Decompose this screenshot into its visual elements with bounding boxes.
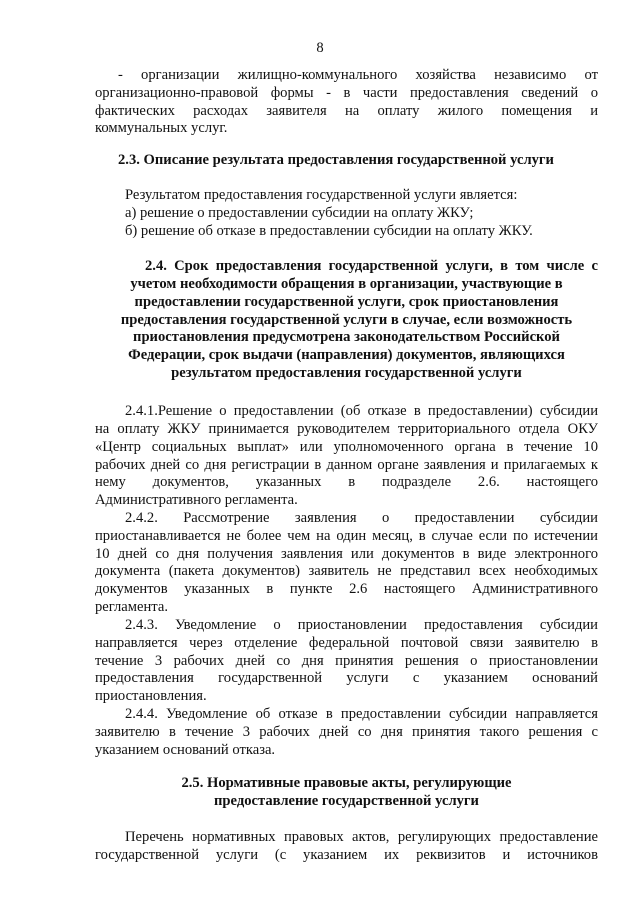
paragraph-2-4-2-line: регламента.: [95, 599, 168, 615]
section-2-3-line: б) решение об отказе в предоставлении субсидии на оплату ЖКУ.: [125, 223, 533, 239]
paragraph-2-4-2-line: документов указанных в пункте 2.6 настоящего Административного: [95, 581, 598, 597]
intro-line: организационно-правовой формы - в части предоставления сведений о: [95, 85, 598, 101]
section-2-5-line: Перечень нормативных правовых актов, регулирующих предоставление: [125, 829, 598, 845]
section-2-4-heading: предоставлении государственной услуги, срок приостановления: [134, 294, 559, 310]
paragraph-2-4-3-line: 2.4.3. Уведомление о приостановлении предоставления субсидии: [125, 617, 598, 633]
section-2-4-heading: учетом необходимости обращения в организации, участвующие в: [130, 276, 563, 292]
section-2-3-heading: 2.3. Описание результата предоставления государственной услуги: [118, 152, 554, 168]
intro-line: - организации жилищно-коммунального хозяйства независимо от: [118, 67, 598, 83]
paragraph-2-4-4-line: указанием оснований отказа.: [95, 742, 276, 758]
paragraph-2-4-2-line: документа (пакета документов) заявитель не представил всех необходимых: [95, 563, 598, 579]
paragraph-2-4-1-line: 2.4.1.Решение о предоставлении (об отказе в предоставлении) субсидии: [125, 403, 598, 419]
paragraph-2-4-3-line: приостановления.: [95, 688, 207, 704]
section-2-3-line: а) решение о предоставлении субсидии на оплату ЖКУ;: [125, 205, 474, 221]
intro-line: коммунальных услуг.: [95, 120, 228, 136]
paragraph-2-4-1-line: нему документов, указанных в подразделе 2.6. настоящего: [95, 474, 598, 490]
section-2-5-line: государственной услуги (с указанием их реквизитов и источников: [95, 847, 598, 863]
section-2-5-heading: предоставление государственной услуги: [214, 793, 479, 809]
paragraph-2-4-3-line: предоставления государственной услуги с указанием оснований: [95, 670, 598, 686]
paragraph-2-4-2-line: 10 дней со дня получения заявления или документов в виде электронного: [95, 546, 598, 562]
section-2-3-line: Результатом предоставления государственной услуги является:: [125, 187, 518, 203]
section-2-4-heading: предоставления государственной услуги в случае, если возможность: [120, 312, 573, 328]
page-number: 8: [316, 40, 324, 56]
paragraph-2-4-1-line: Административного регламента.: [95, 492, 298, 508]
section-2-5-heading: 2.5. Нормативные правовые акты, регулирующие: [181, 775, 512, 791]
paragraph-2-4-4-line: заявителю в течение 3 рабочих дней со дня принятия такого решения с: [95, 724, 598, 740]
section-2-4-heading: 2.4. Срок предоставления государственной услуги, в том числе с: [145, 258, 598, 274]
paragraph-2-4-1-line: на оплату ЖКУ принимается руководителем территориального отдела ОКУ: [95, 421, 598, 437]
paragraph-2-4-2-line: приостанавливается не более чем на один месяц, в случае если по истечении: [95, 528, 598, 544]
paragraph-2-4-4-line: 2.4.4. Уведомление об отказе в предоставлении субсидии направляется: [125, 706, 598, 722]
paragraph-2-4-3-line: направляется через отделение федеральной почтовой связи заявителю в: [95, 635, 598, 651]
section-2-4-heading: Федерации, срок выдачи (направления) документов, являющихся: [128, 347, 565, 363]
paragraph-2-4-2-line: 2.4.2. Рассмотрение заявления о предоставлении субсидии: [125, 510, 598, 526]
intro-line: фактических расходах заявителя на оплату жилого помещения и: [95, 103, 598, 119]
section-2-4-heading: приостановления предусмотрена законодательством Российской: [133, 329, 560, 345]
section-2-4-heading: результатом предоставления государственной услуги: [171, 365, 522, 381]
paragraph-2-4-3-line: течение 3 рабочих дней со дня принятия решения о приостановлении: [95, 653, 598, 669]
paragraph-2-4-1-line: «Центр социальных выплат» или уполномоченного органа в течение 10: [95, 439, 598, 455]
paragraph-2-4-1-line: рабочих дней со дня регистрации в данном органе заявления и прилагаемых к: [95, 457, 598, 473]
